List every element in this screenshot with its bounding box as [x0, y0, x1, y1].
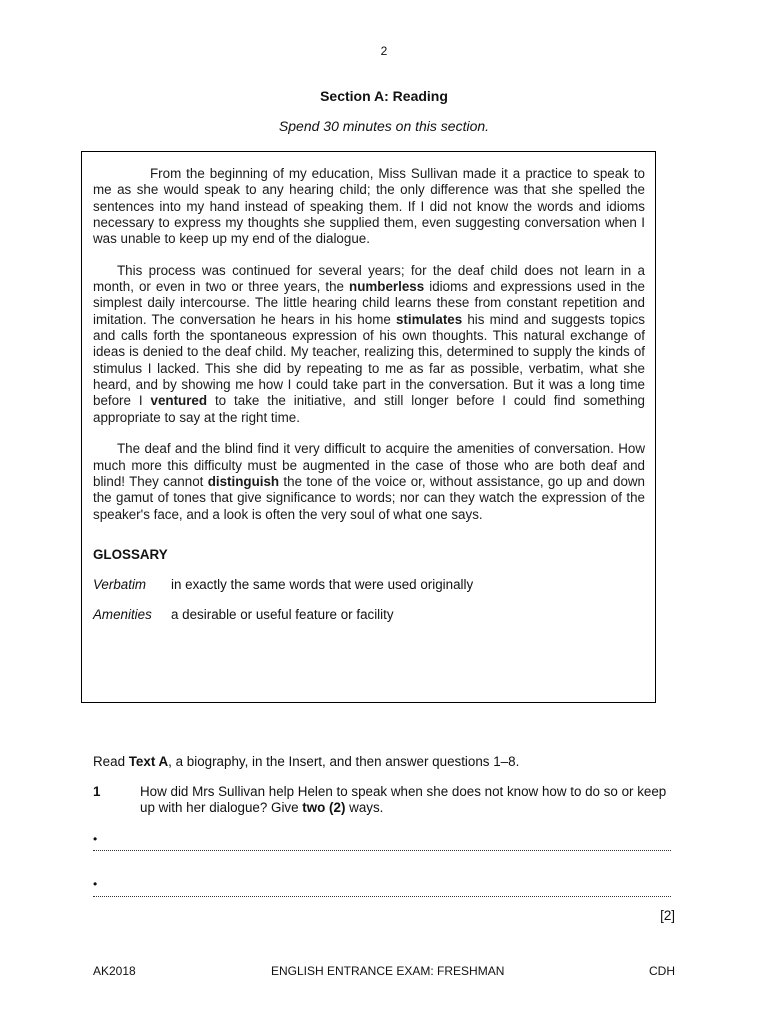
question-text-pre: How did Mrs Sullivan help Helen to speak when she does not know how to do so or keep up with her dialogue? Give [140, 784, 667, 815]
p2-text-d: to take the initiative, and still longer before I could find something appropriate to say at the right time. [93, 393, 646, 425]
word-distinguish: distinguish [207, 473, 280, 489]
question-1 [93, 784, 673, 816]
section-title: Section A: Reading [320, 88, 448, 104]
passage-paragraph-2 [93, 263, 645, 426]
glossary-entry-amenities [93, 607, 645, 622]
glossary-term: Verbatim [93, 576, 147, 592]
glossary-term: Amenities [93, 606, 152, 622]
glossary-title: GLOSSARY [93, 546, 168, 562]
word-stimulates: stimulates [395, 311, 463, 327]
glossary-definition: a desirable or useful feature or facility [171, 606, 394, 622]
answer-bullet-2: • [93, 877, 98, 891]
reading-instruction [93, 754, 519, 769]
glossary-definition: in exactly the same words that were used originally [171, 576, 474, 592]
p2-text-b: idioms and expressions used in the simplest daily intercourse. The little hearing child learns these from constant repetition and imitation. The conversation he hears in his home [93, 279, 645, 327]
section-subtitle: Spend 30 minutes on this section. [278, 118, 490, 134]
footer-center: ENGLISH ENTRANCE EXAM: FRESHMAN [271, 964, 505, 978]
answer-bullet-1: • [93, 832, 98, 846]
answer-line-1[interactable] [93, 850, 671, 851]
footer-left: AK2018 [93, 964, 136, 978]
p3-text-b: the tone of the voice or, without assistance, go up and down the gamut of tones that give significance to words; nor can they watch the expression of the speaker's face, and a look is often the very soul of what one says. [93, 473, 646, 522]
glossary-entry-verbatim [93, 577, 645, 592]
instruction-pre: Read [93, 754, 129, 769]
instruction-text-a: Text A [128, 754, 169, 769]
p2-text-c: his mind and suggests topics and calls forth the spontaneous expression of his own thoughts. This natural exchange of ideas is denied to the deaf child. My teacher, realizing this, determined to supply the kinds of stimulus I lacked. This she did by repeating to me as far as possible, verbatim, what she heard, and by showing me how I could take part in the conversation. But it was a long time before I [93, 311, 645, 409]
question-text [140, 784, 673, 816]
word-numberless: numberless [349, 279, 425, 295]
passage-box [81, 151, 656, 703]
page-number: 2 [380, 44, 388, 58]
footer-right: CDH [649, 964, 675, 978]
question-text-bold: two (2) [302, 800, 346, 815]
instruction-post: , a biography, in the Insert, and then answer questions 1–8. [168, 754, 520, 769]
p1-text: From the beginning of my education, Miss Sullivan made it a practice to speak to me as she would speak to any hearing child; the only difference was that she spelled the sentences into my hand instead of speaking them. If I did not know the words and idioms necessary to express my thoughts she supplied them, even suggesting conversation when I was unable to keep up my end of the dialogue. [93, 166, 645, 247]
question-number: 1 [93, 784, 101, 799]
answer-line-2[interactable] [93, 896, 671, 897]
question-text-post: ways. [345, 800, 384, 815]
passage-paragraph-3 [93, 441, 645, 523]
passage-paragraph-1 [93, 166, 645, 248]
p3-text-a: The deaf and the blind find it very difficult to acquire the amenities of conversation. How much more this difficulty must be augmented in the case of those who are both deaf and blind! They cannot [93, 441, 645, 489]
question-marks: [2] [660, 908, 675, 923]
word-ventured: ventured [150, 393, 208, 409]
p2-text-a: This process was continued for several years; for the deaf child does not learn in a month, or even in two or three years, the [93, 262, 645, 295]
